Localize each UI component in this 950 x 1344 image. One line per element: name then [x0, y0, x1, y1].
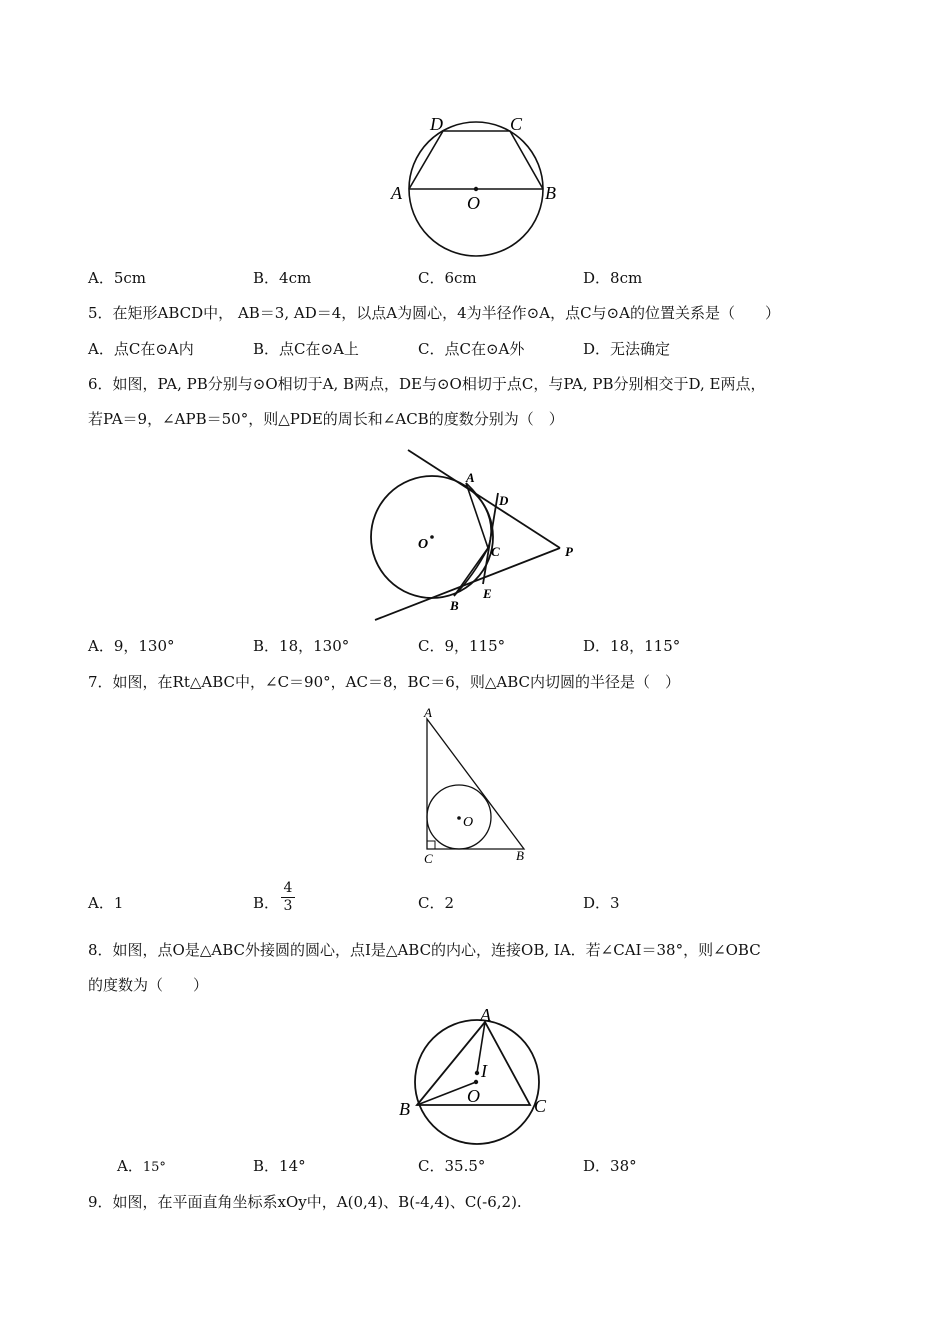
q6-option-b: B．18，130° [253, 637, 350, 655]
label-a: A [424, 705, 432, 720]
label-a: A [391, 183, 402, 203]
q4-option-c: C．6cm [418, 269, 477, 287]
q8-question-line2: 的度数为（ ） [88, 976, 209, 994]
label-b: B [516, 848, 524, 863]
q6-option-d: D．18，115° [583, 637, 681, 655]
q7-question: 7．如图，在Rt△ABC中，∠C＝90°，AC＝8，BC＝6，则△ABC内切圆的半径是（ ） [88, 673, 680, 691]
label-d: D [499, 493, 509, 508]
point-o [474, 1080, 478, 1084]
q5-question: 5．在矩形ABCD中， AB＝3, AD＝4，以点A为圆心，4为半径作⊙A，点C与⊙A的位置关系是（ ） [88, 304, 780, 322]
label-o: O [467, 193, 480, 213]
q6-question-line2: 若PA＝9，∠APB＝50°，则△PDE的周长和∠ACB的度数分别为（ ） [88, 410, 564, 428]
fraction-denominator: 3 [283, 898, 293, 914]
q9-question: 9．如图，在平面直角坐标系xOy中，A(0,4)、B(-4,4)、C(-6,2). [88, 1193, 522, 1211]
label-b: B [545, 183, 556, 203]
q8-option-a: A．15° [117, 1157, 166, 1175]
q5-option-c: C．点C在⊙A外 [418, 340, 525, 358]
q5-option-b: B．点C在⊙A上 [253, 340, 359, 358]
label-e: E [483, 586, 492, 601]
q4-option-b: B．4cm [253, 269, 312, 287]
label-b: B [450, 598, 459, 613]
label-c: C [424, 851, 433, 866]
q7-option-a: A．1 [88, 894, 124, 912]
q8-option-b: B．14° [253, 1157, 306, 1175]
label-c: C [510, 114, 523, 134]
q5-option-d: D．无法确定 [583, 340, 671, 358]
label-o: O [418, 537, 429, 552]
q7-option-d: D．3 [583, 894, 620, 912]
q8-option-c: C．35.5° [418, 1157, 486, 1175]
q7-option-c: C．2 [418, 894, 455, 912]
label-a: A [466, 470, 475, 485]
label-c: C [491, 544, 500, 559]
label-d: D [430, 114, 443, 134]
q5-option-a: A．点C在⊙A内 [88, 340, 194, 358]
q4-option-a: A．5cm [88, 269, 147, 287]
label-b: B [399, 1099, 410, 1119]
point-i [475, 1071, 479, 1075]
q8-question-line1: 8．如图，点O是△ABC外接圆的圆心，点I是△ABC的内心，连接OB, IA．若∠CAI＝38°，则∠OBC [88, 941, 761, 959]
label-o: O [467, 1086, 480, 1106]
q7-option-b: B． [253, 894, 280, 912]
fraction-numerator: 4 [281, 880, 295, 898]
label-i: I [481, 1061, 487, 1081]
q6-question-line1: 6．如图，PA, PB分别与⊙O相切于A, B两点，DE与⊙O相切于点C，与PA, PB分别相交于D, E两点， [88, 375, 766, 393]
label-a: A [480, 1005, 491, 1025]
q6-option-a: A．9，130° [88, 637, 175, 655]
q6-option-c: C．9，115° [418, 637, 506, 655]
q4-option-d: D．8cm [583, 269, 643, 287]
label-c: C [534, 1096, 547, 1116]
label-p: P [565, 544, 573, 559]
q8-option-d: D．38° [583, 1157, 637, 1175]
label-o: O [463, 815, 474, 830]
